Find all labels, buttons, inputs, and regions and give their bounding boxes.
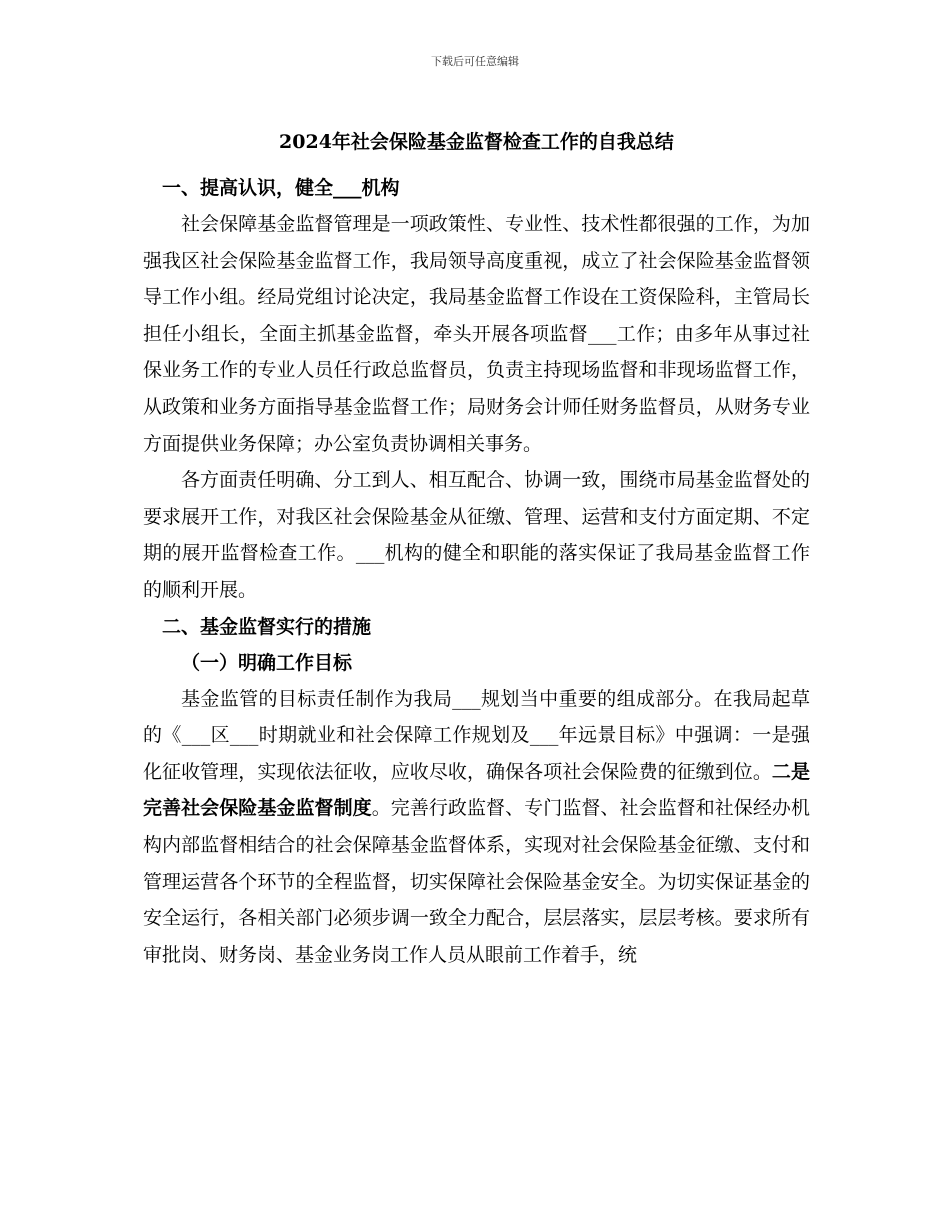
paragraph-text-part-1: 基金监管的目标责任制作为我局___规划当中重要的组成部分。在我局起草的《___区___时期就业和社会保障工作规划及___年远景目标》中强调：一是强化征收管理，实现依法征收，应收尽收，确保各项社会保险费的征缴到位。 [143, 687, 810, 783]
subsection-1-heading: （一）明确工作目标 [181, 651, 353, 674]
section-1-heading: 一、提高认识，健全___机构 [162, 177, 400, 199]
document-title: 2024年社会保险基金监督检查工作的自我总结 [279, 131, 674, 153]
section-1-paragraph-2: 各方面责任明确、分工到人、相互配合、协调一致，围绕市局基金监督处的要求展开工作，对我区社会保险基金从征缴、管理、运营和支付方面定期、不定期的展开监督检查工作。___机构的健全和职能的落实保证了我局基金监督工作的顺利开展。 [143, 469, 810, 601]
page-header-note: 下载后可任意编辑 [431, 55, 519, 68]
document-body [143, 118, 810, 973]
section-1-paragraph-1: 社会保障基金监督管理是一项政策性、专业性、技术性都很强的工作，为加强我区社会保险基金监督工作，我局领导高度重视，成立了社会保险基金监督领导工作小组。经局党组讨论决定，我局基金监督工作设在工资保险科，主管局长担任小组长，全面主抓基金监督，牵头开展各项监督___工作；由多年从事过社保业务工作的专业人员任行政总监督员，负责主持现场监督和非现场监督工作，从政策和业务方面指导基金监督工作；局财务会计师任财务监督员，从财务专业方面提供业务保障；办公室负责协调相关事务。 [143, 213, 810, 455]
paragraph-bold-phrase: 二是完善社会保险基金监督制度 [143, 760, 810, 820]
subsection-1-paragraph [143, 681, 810, 974]
paragraph-text-part-2: 。完善行政监督、专门监督、社会监督和社保经办机构内部监督相结合的社会保障基金监督体系，实现对社会保险基金征缴、支付和管理运营各个环节的全程监督，切实保障社会保险基金安全。为切实保证基金的安全运行，各相关部门必须步调一致全力配合，层层落实，层层考核。要求所有审批岗、财务岗、基金业务岗工作人员从眼前工作着手，统 [143, 797, 810, 966]
section-2-heading: 二、基金监督实行的措施 [162, 615, 372, 638]
